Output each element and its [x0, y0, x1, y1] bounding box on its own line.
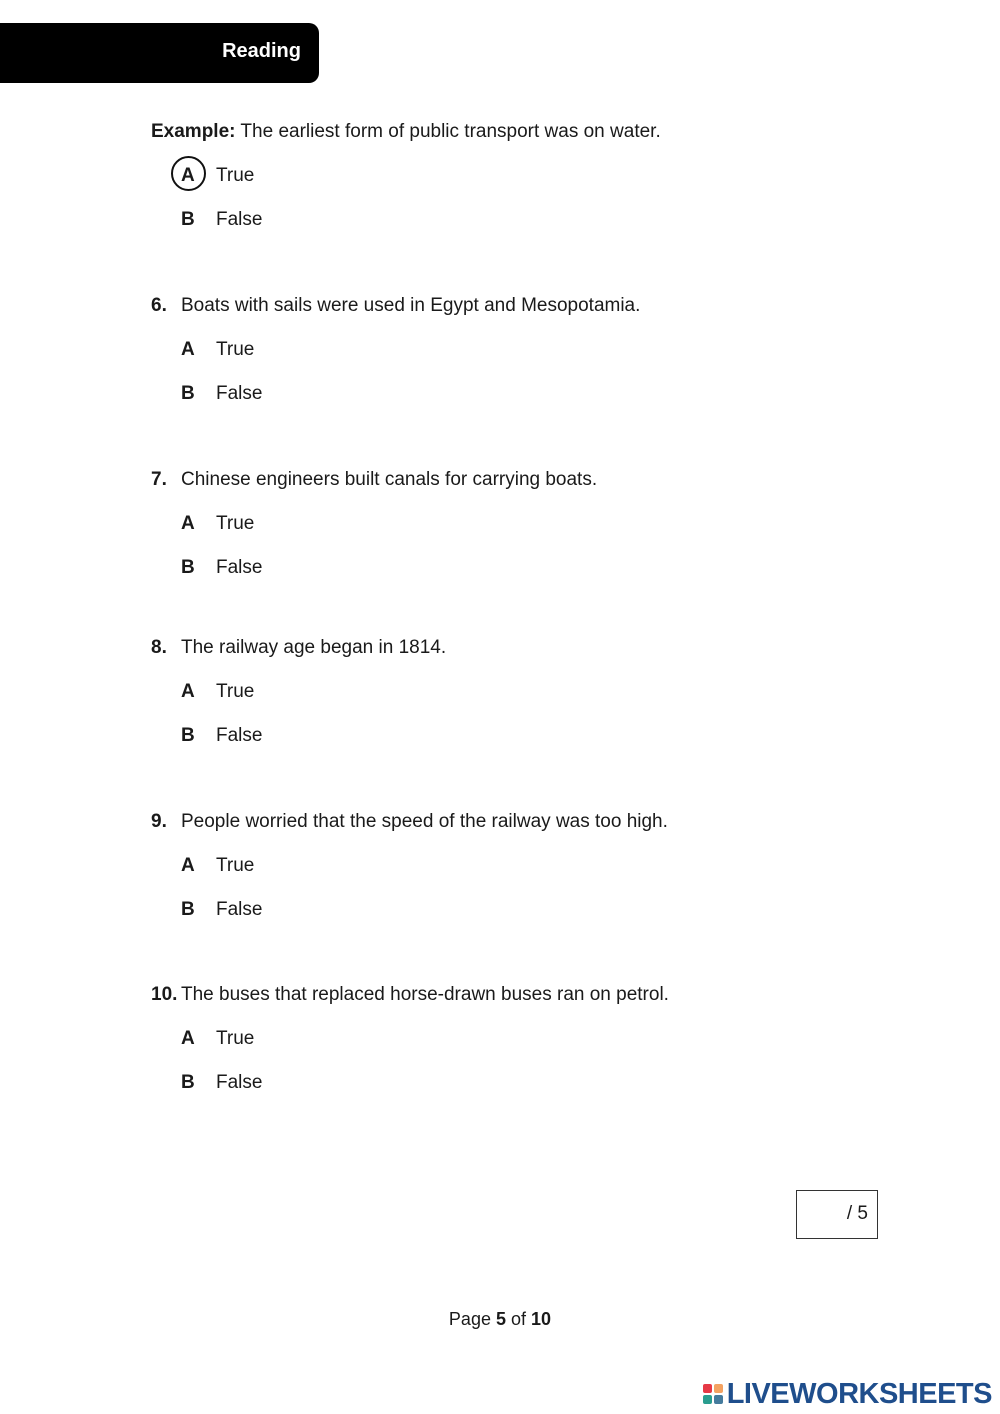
option-letter: A	[181, 681, 195, 702]
question-6-option-a[interactable]	[151, 338, 851, 362]
example-option-b[interactable]	[151, 208, 851, 232]
example-question	[151, 120, 851, 232]
logo-square	[714, 1395, 723, 1404]
example-option-a[interactable]	[151, 164, 851, 188]
question-9-option-a[interactable]	[151, 854, 851, 878]
option-text: True	[216, 339, 255, 360]
option-text: False	[216, 557, 263, 578]
question-9-option-b[interactable]	[151, 898, 851, 922]
question-7-option-a[interactable]	[151, 512, 851, 536]
option-text: True	[216, 855, 255, 876]
liveworksheets-logo[interactable]	[703, 1374, 992, 1414]
logo-square	[714, 1384, 723, 1393]
option-text: False	[216, 383, 263, 404]
example-label: Example:	[151, 121, 236, 142]
question-text: Boats with sails were used in Egypt and Mesopotamia.	[181, 295, 641, 316]
question-10-option-a[interactable]	[151, 1027, 851, 1051]
page-footer	[0, 1309, 1000, 1330]
question-number: 9.	[151, 811, 167, 832]
score-box[interactable]	[796, 1190, 878, 1239]
option-text: False	[216, 725, 263, 746]
question-6-option-b[interactable]	[151, 382, 851, 406]
page-total: 10	[531, 1309, 552, 1329]
option-letter: B	[181, 1072, 195, 1093]
question-7-option-b[interactable]	[151, 556, 851, 580]
question-10-option-b[interactable]	[151, 1071, 851, 1095]
option-letter: B	[181, 725, 195, 746]
question-text: The railway age began in 1814.	[181, 637, 447, 658]
option-text: True	[216, 513, 255, 534]
question-number: 7.	[151, 469, 167, 490]
option-text: False	[216, 899, 263, 920]
option-letter: B	[181, 383, 195, 404]
option-text: True	[216, 165, 255, 186]
question-text: Chinese engineers built canals for carrying boats.	[181, 469, 598, 490]
question-number: 6.	[151, 295, 167, 316]
option-letter: A	[181, 165, 195, 186]
option-letter: A	[181, 513, 195, 534]
logo-square	[703, 1395, 712, 1404]
option-letter: B	[181, 557, 195, 578]
question-8-option-a[interactable]	[151, 680, 851, 704]
option-letter: A	[181, 339, 195, 360]
question-number: 8.	[151, 637, 167, 658]
page-prefix: Page	[448, 1309, 491, 1329]
option-letter: A	[181, 855, 195, 876]
question-text: The buses that replaced horse-drawn buses ran on petrol.	[181, 984, 669, 1005]
question-8	[151, 636, 851, 748]
option-letter: B	[181, 209, 195, 230]
logo-square	[703, 1384, 712, 1393]
score-total: / 5	[846, 1203, 868, 1224]
brand-name: LIVEWORKSHEETS	[726, 1377, 992, 1410]
option-letter: B	[181, 899, 195, 920]
liveworksheets-logo-icon	[703, 1384, 723, 1404]
section-tab	[0, 23, 319, 83]
option-letter: A	[181, 1028, 195, 1049]
example-text: The earliest form of public transport was on water.	[240, 121, 661, 142]
question-8-option-b[interactable]	[151, 724, 851, 748]
question-text: People worried that the speed of the railway was too high.	[181, 811, 668, 832]
section-title: Reading	[222, 40, 301, 62]
option-text: False	[216, 1072, 263, 1093]
page-of: of	[511, 1309, 527, 1329]
question-7	[151, 468, 851, 580]
question-6	[151, 294, 851, 406]
option-text: False	[216, 209, 263, 230]
question-10	[151, 983, 851, 1095]
option-text: True	[216, 681, 255, 702]
page-current: 5	[495, 1309, 506, 1329]
question-9	[151, 810, 851, 922]
option-text: True	[216, 1028, 255, 1049]
question-number: 10.	[151, 984, 178, 1005]
